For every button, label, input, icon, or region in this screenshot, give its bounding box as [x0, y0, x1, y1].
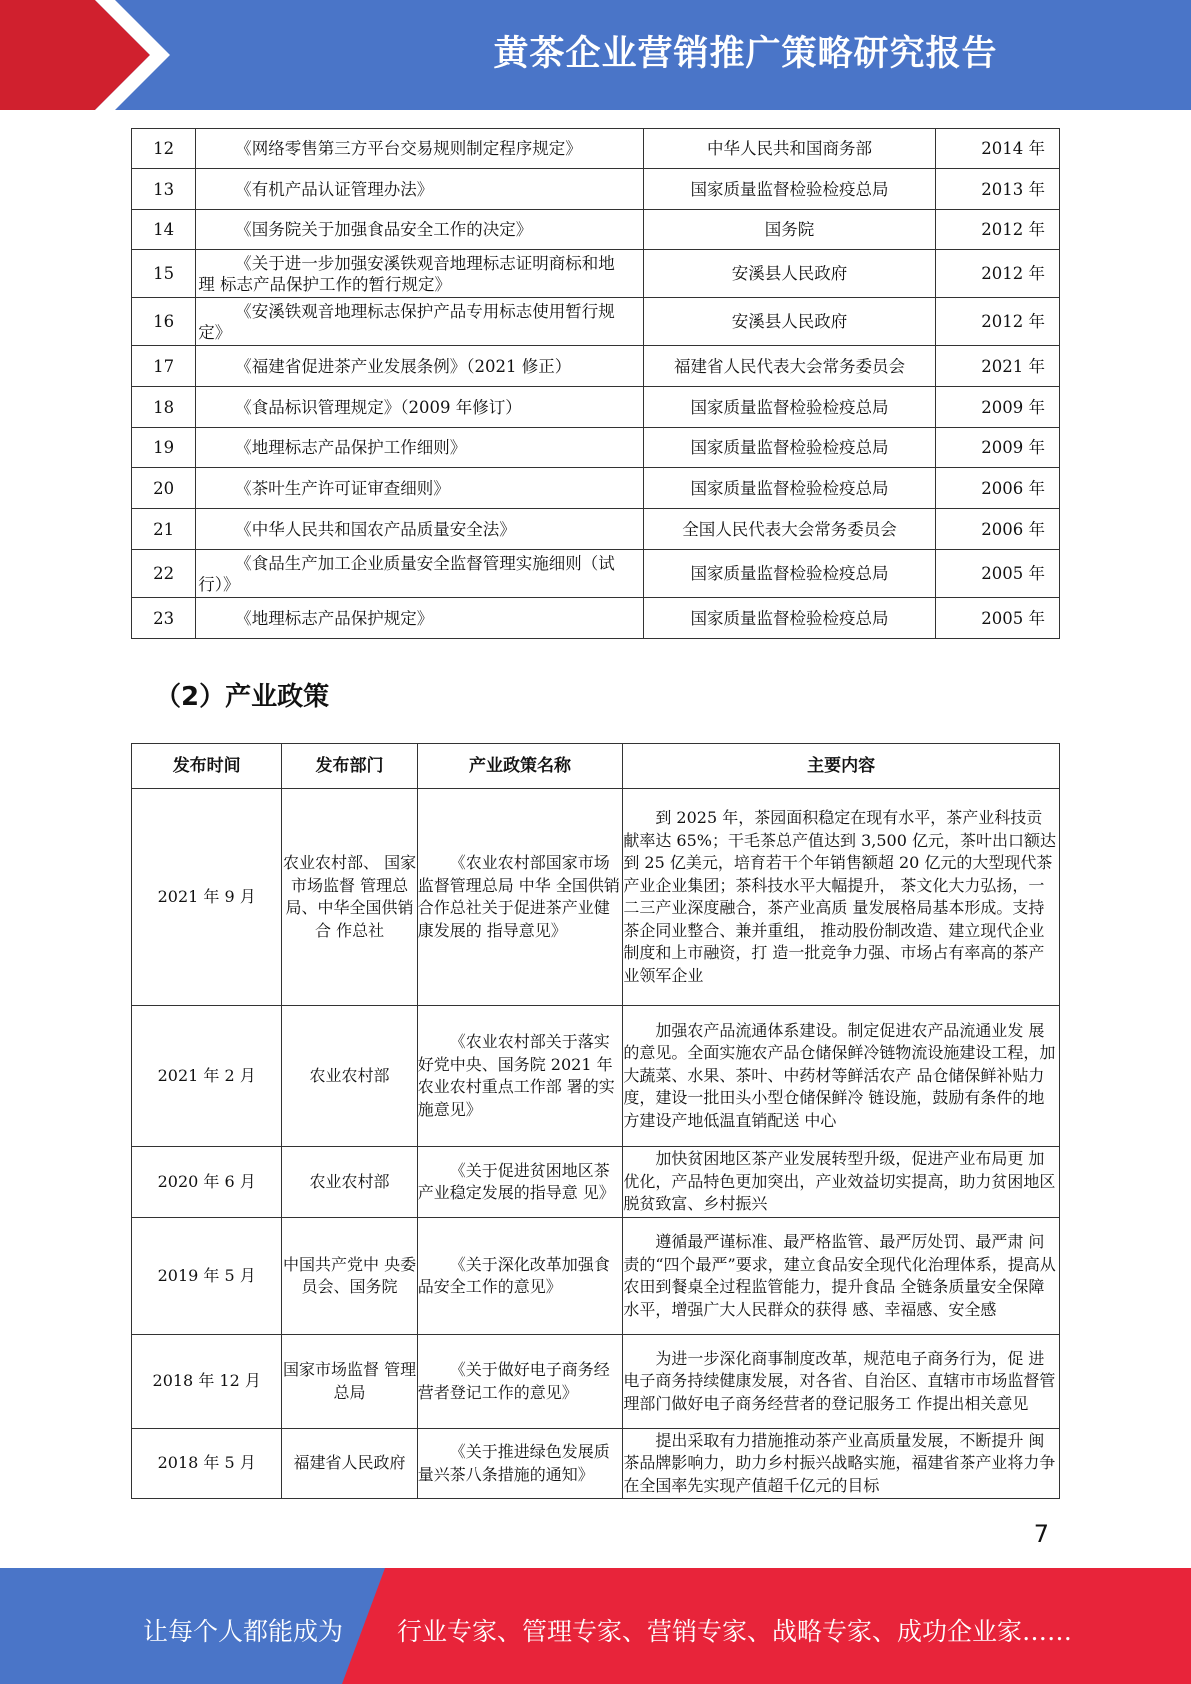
table-row — [132, 789, 1060, 1006]
column-header: 发布部门 — [282, 744, 417, 789]
publish-dept: 农业农村部 — [282, 1147, 417, 1218]
publish-dept: 福建省人民政府 — [282, 1429, 417, 1499]
issue-year: 2013 年 — [936, 169, 1060, 210]
table-row — [132, 550, 1060, 598]
table-row — [132, 346, 1060, 387]
table-header-row — [132, 744, 1060, 789]
issuing-org: 国家质量监督检验检疫总局 — [643, 169, 935, 210]
publish-time: 2021 年 9 月 — [132, 789, 282, 1006]
table-row — [132, 598, 1060, 639]
regulation-name: 《食品生产加工企业质量安全监督管理实施细则（试 行）》 — [196, 550, 644, 598]
issue-year: 2012 年 — [936, 250, 1060, 298]
regulation-name: 《食品标识管理规定》（2009 年修订） — [196, 387, 644, 428]
issue-year: 2021 年 — [936, 346, 1060, 387]
policy-table — [131, 743, 1060, 1499]
publish-time: 2021 年 2 月 — [132, 1006, 282, 1147]
footer-slogan-right: 行业专家、管理专家、营销专家、战略专家、成功企业家…… — [397, 1617, 1073, 1646]
policy-content: 遵循最严谨标准、最严格监管、最严厉处罚、最严肃 问责的“四个最严”要求，建立食品安全现代化治理体系，提高从农田到餐桌全过程监管能力，提升食品 全链条质量安全保障水平，增强广大人民群众的获得 感、幸福感、安全感 — [623, 1218, 1060, 1335]
footer-slogan-left: 让每个人都能成为 — [143, 1617, 344, 1646]
issue-year: 2014 年 — [936, 129, 1060, 169]
table-row — [132, 468, 1060, 509]
policy-name: 《农业农村部国家市场监督管理总局 中华 全国供销合作总社关于促进茶产业健康发展的 指导意见》 — [417, 789, 623, 1006]
page-footer — [0, 1568, 1191, 1684]
issue-year: 2012 年 — [936, 298, 1060, 346]
policy-name: 《关于深化改革加强食 品安全工作的意见》 — [417, 1218, 623, 1335]
table-row — [132, 428, 1060, 468]
table-row — [132, 169, 1060, 210]
regulation-name: 《安溪铁观音地理标志保护产品专用标志使用暂行规 定》 — [196, 298, 644, 346]
policy-content: 加强农产品流通体系建设。制定促进农产品流通业发 展的意见。全面实施农产品仓储保鲜冷链物流设施建设工程，加大蔬菜、水果、茶叶、中药材等鲜活农产 品仓储保鲜补贴力度，建设一批田头小型仓储保鲜冷 链设施，鼓励有条件的地方建设产地低温直销配送 中心 — [623, 1006, 1060, 1147]
issue-year: 2012 年 — [936, 210, 1060, 250]
issuing-org: 国家质量监督检验检疫总局 — [643, 387, 935, 428]
issuing-org: 全国人民代表大会常务委员会 — [643, 509, 935, 550]
issuing-org: 国家质量监督检验检疫总局 — [643, 598, 935, 639]
policy-name: 《关于促进贫困地区茶 产业稳定发展的指导意 见》 — [417, 1147, 623, 1218]
publish-time: 2018 年 5 月 — [132, 1429, 282, 1499]
table-row — [132, 1006, 1060, 1147]
publish-time: 2020 年 6 月 — [132, 1147, 282, 1218]
row-number: 12 — [132, 129, 196, 169]
table-row — [132, 210, 1060, 250]
regulation-name: 《有机产品认证管理办法》 — [196, 169, 644, 210]
column-header: 发布时间 — [132, 744, 282, 789]
page-header — [0, 0, 1191, 110]
row-number: 16 — [132, 298, 196, 346]
policy-name: 《农业农村部关于落实 好党中央、国务院 2021 年农业农村重点工作部 署的实施意见》 — [417, 1006, 623, 1147]
issue-year: 2006 年 — [936, 509, 1060, 550]
regulation-name: 《地理标志产品保护工作细则》 — [196, 428, 644, 468]
table-row — [132, 1147, 1060, 1218]
table-row — [132, 1429, 1060, 1499]
regulation-name: 《网络零售第三方平台交易规则制定程序规定》 — [196, 129, 644, 169]
row-number: 13 — [132, 169, 196, 210]
regulation-name: 《茶叶生产许可证审查细则》 — [196, 468, 644, 509]
regulation-name: 《关于进一步加强安溪铁观音地理标志证明商标和地 理 标志产品保护工作的暂行规定》 — [196, 250, 644, 298]
row-number: 14 — [132, 210, 196, 250]
report-title: 黄茶企业营销推广策略研究报告 — [493, 34, 998, 74]
table-row — [132, 387, 1060, 428]
publish-dept: 国家市场监督 管理总局 — [282, 1335, 417, 1429]
regulations-table — [131, 128, 1060, 639]
table-row — [132, 298, 1060, 346]
policy-content: 为进一步深化商事制度改革，规范电子商务行为，促 进电子商务持续健康发展，对各省、自治区、直辖市市场监督管理部门做好电子商务经营者的登记服务工 作提出相关意见 — [623, 1335, 1060, 1429]
policy-name: 《关于做好电子商务经 营者登记工作的意见》 — [417, 1335, 623, 1429]
policy-content: 提出采取有力措施推动茶产业高质量发展，不断提升 闽茶品牌影响力，助力乡村振兴战略实施，福建省茶产业将力争在全国率先实现产值超千亿元的目标 — [623, 1429, 1060, 1499]
issue-year: 2006 年 — [936, 468, 1060, 509]
issue-year: 2005 年 — [936, 598, 1060, 639]
issuing-org: 国家质量监督检验检疫总局 — [643, 550, 935, 598]
column-header: 产业政策名称 — [417, 744, 623, 789]
regulation-name: 《中华人民共和国农产品质量安全法》 — [196, 509, 644, 550]
issue-year: 2009 年 — [936, 428, 1060, 468]
row-number: 20 — [132, 468, 196, 509]
issue-year: 2009 年 — [936, 387, 1060, 428]
policy-name: 《关于推进绿色发展质 量兴茶八条措施的通知》 — [417, 1429, 623, 1499]
row-number: 22 — [132, 550, 196, 598]
issuing-org: 中华人民共和国商务部 — [643, 129, 935, 169]
row-number: 21 — [132, 509, 196, 550]
regulation-name: 《福建省促进茶产业发展条例》（2021 修正） — [196, 346, 644, 387]
regulation-name: 《国务院关于加强食品安全工作的决定》 — [196, 210, 644, 250]
table-row — [132, 509, 1060, 550]
publish-time: 2019 年 5 月 — [132, 1218, 282, 1335]
table-row — [132, 1335, 1060, 1429]
issue-year: 2005 年 — [936, 550, 1060, 598]
publish-time: 2018 年 12 月 — [132, 1335, 282, 1429]
row-number: 23 — [132, 598, 196, 639]
publish-dept: 中国共产党中 央委员会、国务院 — [282, 1218, 417, 1335]
column-header: 主要内容 — [623, 744, 1060, 789]
issuing-org: 安溪县人民政府 — [643, 298, 935, 346]
table-row — [132, 129, 1060, 169]
issuing-org: 国务院 — [643, 210, 935, 250]
policy-content: 加快贫困地区茶产业发展转型升级，促进产业布局更 加优化，产品特色更加突出，产业效益切实提高，助力贫困地区脱贫致富、乡村振兴 — [623, 1147, 1060, 1218]
policy-content: 到 2025 年，茶园面积稳定在现有水平，茶产业科技贡 献率达 65%；干毛茶总产值达到 3,500 亿元，茶叶出口额达到 25 亿美元，培育若干个年销售额超 20 亿元的大型现代茶产业企业集团；茶科技水平大幅提升， 茶文化大力弘扬，一二三产业深度融合，茶产业高质 量发展格局基本形成。支持茶企同业整合、兼并重组， 推动股份制改造、建立现代企业制度和上市融资，打 造一批竞争力强、市场占有率高的茶产业领军企业 — [623, 789, 1060, 1006]
issuing-org: 国家质量监督检验检疫总局 — [643, 468, 935, 509]
table-row — [132, 1218, 1060, 1335]
publish-dept: 农业农村部、 国家市场监督 管理总局、中华全国供销合 作总社 — [282, 789, 417, 1006]
regulation-name: 《地理标志产品保护规定》 — [196, 598, 644, 639]
row-number: 19 — [132, 428, 196, 468]
issuing-org: 福建省人民代表大会常务委员会 — [643, 346, 935, 387]
publish-dept: 农业农村部 — [282, 1006, 417, 1147]
row-number: 18 — [132, 387, 196, 428]
table-row — [132, 250, 1060, 298]
issuing-org: 国家质量监督检验检疫总局 — [643, 428, 935, 468]
section-title: （2）产业政策 — [155, 682, 330, 712]
page-number: 7 — [1033, 1520, 1049, 1548]
row-number: 15 — [132, 250, 196, 298]
issuing-org: 安溪县人民政府 — [643, 250, 935, 298]
row-number: 17 — [132, 346, 196, 387]
